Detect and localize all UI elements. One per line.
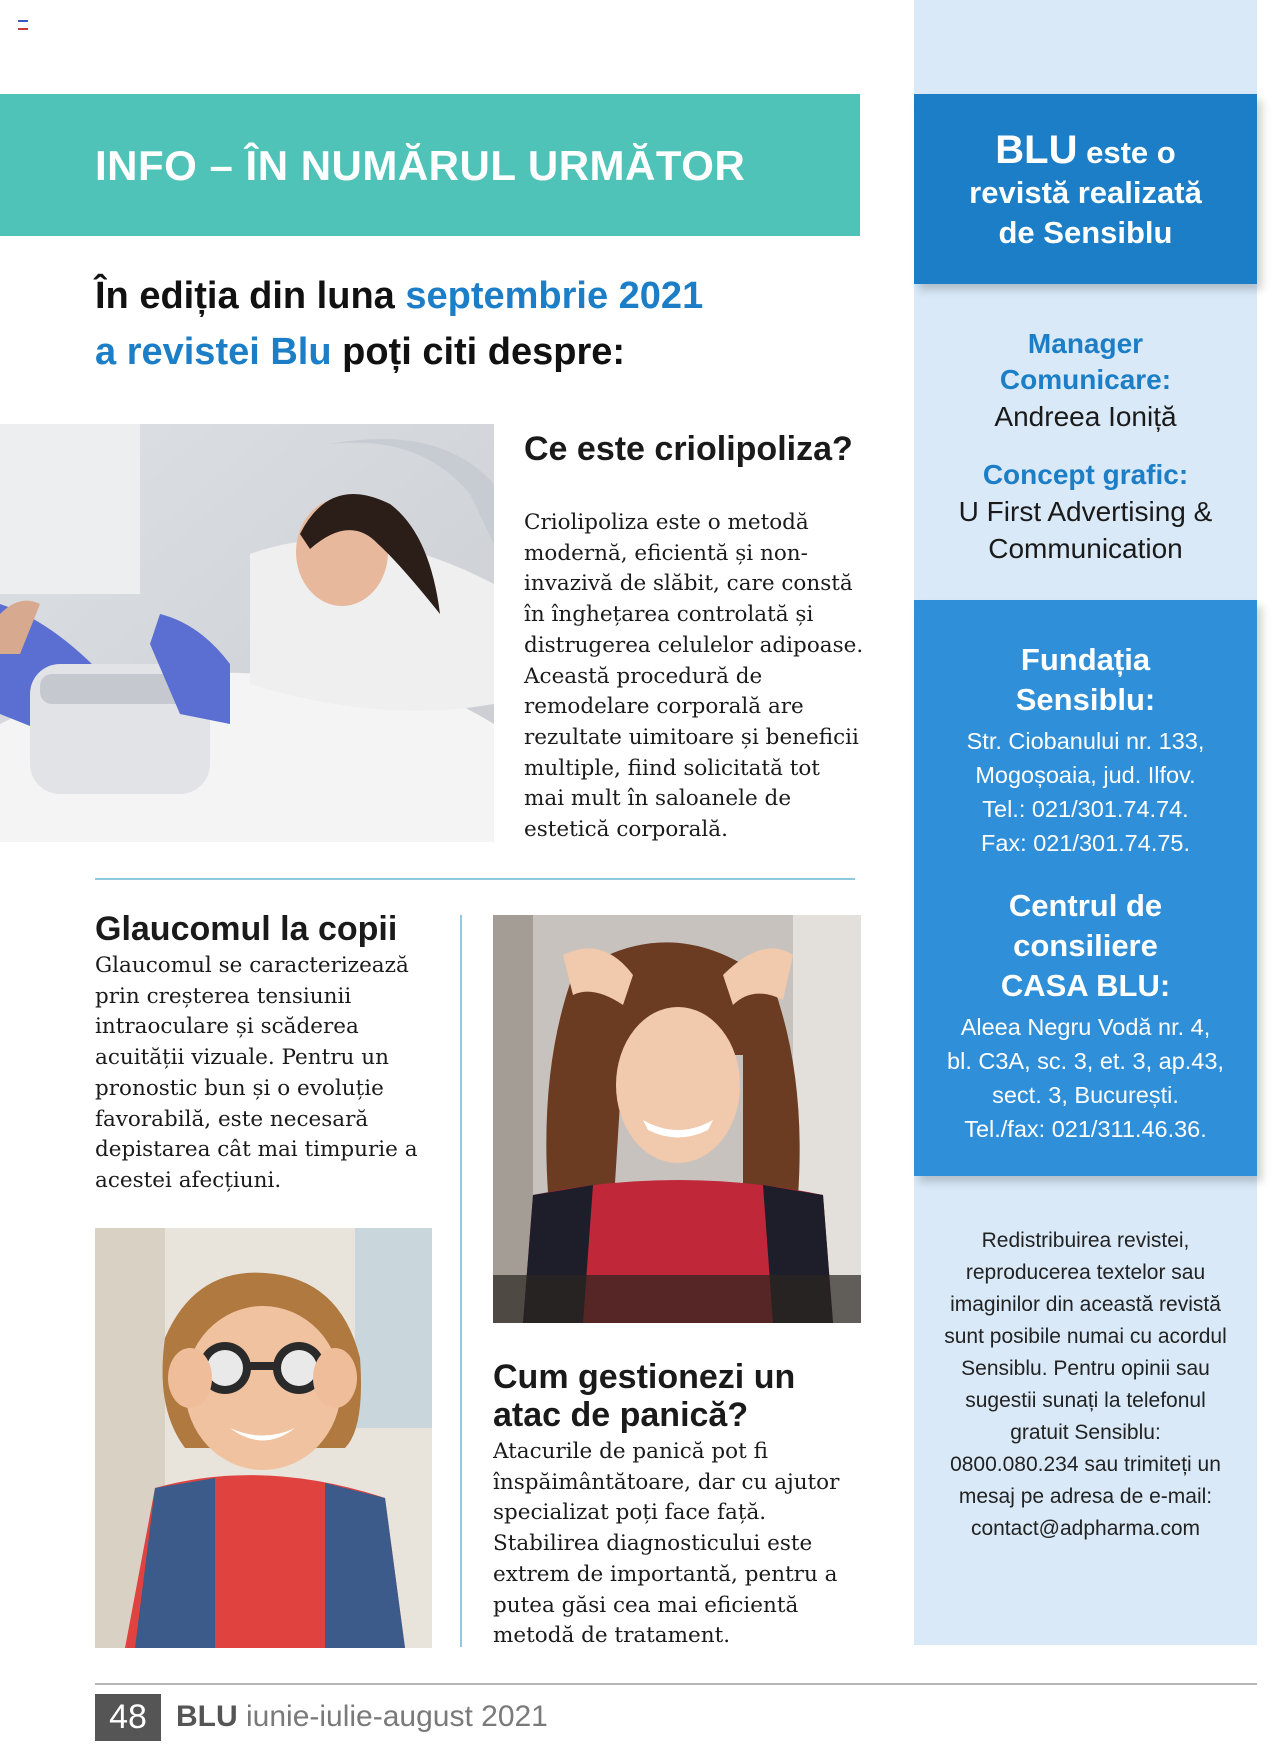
fund-address2: Mogoșoaia, jud. Ilfov. [975, 762, 1196, 788]
intro-part1: În ediția din luna [95, 275, 406, 317]
article-cryo-title: Ce este criolipoliza? [524, 430, 853, 468]
footer-magazine: BLU [176, 1700, 238, 1733]
blu-line1: este o [1077, 135, 1176, 170]
concept-name: U First Advertising & Communication [958, 496, 1213, 564]
sidebar-credits [914, 326, 1257, 567]
footer-issue-date: iunie-iulie-august 2021 [237, 1700, 548, 1733]
manager-label: Manager Comunicare: [999, 328, 1172, 395]
fund-title: Fundația Sensiblu: [1015, 642, 1156, 717]
concept-label: Concept grafic: [982, 459, 1189, 490]
article-glaucoma-title: Glaucomul la copii [95, 910, 398, 948]
casa-address3: sect. 3, București. [992, 1082, 1179, 1108]
cryolipolysis-photo [0, 424, 494, 842]
manager-name: Andreea Ioniță [994, 401, 1177, 432]
page-number: 48 [95, 1694, 161, 1741]
footer-divider [95, 1683, 1257, 1685]
panic-woman-photo [493, 915, 861, 1323]
blu-line3: de Sensiblu [998, 215, 1173, 250]
casa-address2: bl. C3A, sc. 3, et. 3, ap.43, [947, 1048, 1224, 1074]
article-panic-title: Cum gestionezi un atac de panică? [493, 1358, 796, 1434]
blu-line2: revistă realizată [969, 175, 1202, 210]
intro-heading [95, 268, 855, 380]
intro-part2: poți citi despre: [331, 331, 626, 373]
foundation-box [914, 600, 1257, 1176]
info-banner [0, 94, 860, 236]
child-eye-test-photo [95, 1228, 432, 1648]
horizontal-divider [95, 878, 855, 880]
blu-brand: BLU [995, 128, 1078, 172]
banner-title: INFO – ÎN NUMĂRUL URMĂTOR [95, 142, 746, 189]
casa-title: Centrul de consiliere CASA BLU: [1000, 888, 1171, 1003]
article-cryo-body: Criolipoliza este o metodă modernă, eficientă și non-invazivă de slăbit, care constă în înghețarea controlată și distrugerea celulelor adipoase. Această procedură de remodelare corporală are rezultate uimitoare și beneficii multiple, fiind solicitată tot mai mult în saloanele de estetică corporală. [524, 510, 864, 843]
intro-accent1: septembrie 2021 [405, 275, 704, 317]
fund-tel: Tel.: 021/301.74.74. [982, 796, 1189, 822]
casa-address1: Aleea Negru Vodă nr. 4, [960, 1014, 1211, 1040]
fund-address1: Str. Ciobanului nr. 133, [966, 728, 1205, 754]
casa-tel: Tel./fax: 021/311.46.36. [964, 1116, 1207, 1142]
footer-issue [176, 1700, 548, 1734]
intro-accent2: a revistei Blu [95, 331, 332, 373]
article-panic-body: Atacurile de panică pot fi înspăimântătoare, dar cu ajutor specializat poți face față. Stabilirea diagnosticului este extrem de importantă, pentru a putea găsi cea mai eficientă metodă de tratament. [493, 1439, 840, 1649]
vertical-divider [460, 915, 462, 1647]
blu-info-box [914, 94, 1257, 284]
fund-fax: Fax: 021/301.74.75. [980, 830, 1191, 856]
disclaimer-text: Redistribuirea revistei, reproducerea textelor sau imaginilor din această revistă sunt posibile numai cu acordul Sensiblu. Pentru opinii sau sugestii sunați la telefonul gratuit Sensiblu: 0800.080.234 sau trimiteți un mesaj pe adresa de e-mail: contact@adpharma.com [944, 1229, 1227, 1540]
article-glaucoma-body: Glaucomul se caracterizează prin creșterea tensiunii intraoculare și scăderea acuității vizuale. Pentru un pronostic bun și o evoluție favorabilă, este necesară depistarea cât mai timpurie a acestei afecțiuni. [95, 953, 418, 1193]
corner-mark [18, 20, 28, 30]
